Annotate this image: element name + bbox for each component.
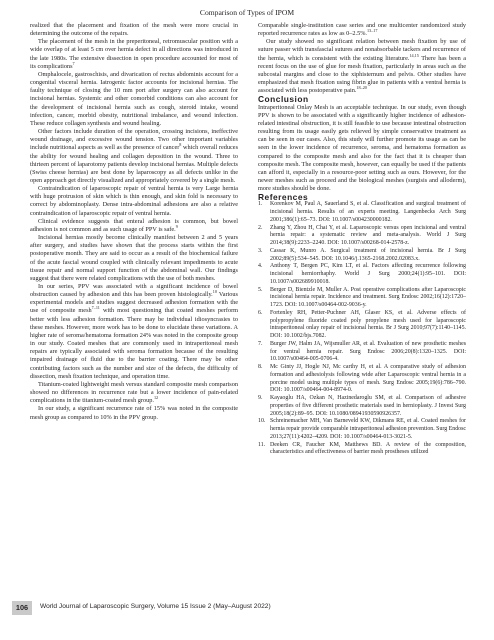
paragraph: Comparable single-institution case series and one multicenter randomized study reported recurrence rates as low as 0–2.5%.$^{13-17}$ — [258, 22, 466, 38]
citation: 7–11 — [91, 305, 100, 311]
reference-text: Mc Ginty JJ, Hogle NJ, Mc carthy H, et al. A comparative study of adhesion formation and adhesiolysis following wide after Laparoscopic ventral hernia in a porcine model using multiple types of mesh. Surg Endosc 2005;19(6):786–790. DOI: 10.1007/s00464-004-8974-0. — [270, 364, 466, 394]
citation: 9 — [175, 223, 178, 229]
reference-text: Burger JW, Halm JA, Wijsmuller AR, et al. Evaluation of new prosthetic meshes for ventral hernia repair. Surg Endosc 2006;20(8):1320–1325. DOI: 10.1007/s00464-005-0706-4. — [270, 340, 466, 363]
paragraph: In our study, a significant recurrence rate of 15% was noted in the composite mesh group as compared to 10% in the PPV group. — [30, 405, 238, 421]
reference-item — [258, 364, 466, 395]
paragraph: Titanium-coated lightweight mesh versus standard composite mesh comparison showed no differences in recurrence rate but a lower incidence of pain-related complications in the titanium-coated mesh group.$^{12}$ — [30, 380, 238, 405]
paragraph: In our series, PPV was associated with a significant incidence of bowel obstruction caused by adhesion and this has been proven histologically.$^{10}$ Various experimental models and studies suggest decreased adhesion formation with the use of composite mesh$^{7-11}$ with most questioning that coated meshes perform better with less adhesion formation. There may be individual idiosyncrasies to these meshes. However, more work has to be done to elucidate these variations. A higher rate of seroma/hematoma formation 24% was noted in the composite group in our study. Coated meshes that are commonly used in intraperitoneal mesh repairs are typically associated with seroma formation because of the resulting impaired drainage of fluid due to the barrier coating. There may be other contributing factors such as the number and size of the defects, the difficulty of dissection, mesh fixation technique, and operation time. — [30, 283, 239, 380]
citation: 12 — [153, 395, 159, 401]
reference-text: Berger D, Bientzle M, Muller A. Post operative complications after Laparoscopic incisional hernia repair. Incidence and treatment. Surg Endosc 2002;16(12):1720–1723. DOI: 10.1007/s00464-002-9036-y. — [270, 286, 466, 309]
citation: 18–20 — [356, 85, 367, 91]
reference-text: Zhang Y, Zhou H, Chai Y, et al. Laparoscopic versus open incisional and ventral hernia repair: a systematic review and meta-analysis. World J Surg 2014;38(9):2233–2240. DOI: 10.1007/s00268-014-2578-z. — [270, 224, 466, 247]
page-number: 106 — [12, 601, 32, 615]
reference-number: 8. — [258, 364, 263, 371]
citation: 7 — [72, 60, 75, 66]
reference-number: 1. — [258, 201, 263, 208]
citation: 14,15 — [409, 52, 419, 58]
conclusion-paragraph: Intraperitoneal Onlay Mesh is an acceptable technique. In our study, even though PPV is shown to be associated with a significantly higher incidence of adhesion-related intestinal obstruction, it is still feasible to use because intestinal obstruction resulting from its usage easily gets relieved by simple conservative treatment as can be seen in our cases. Also, this study will further promote its usage as can be seen in the lower incidence of recurrence, seroma, and hematoma formation as compared to the composite mesh and also for the fact that it is cheaper than composite mesh. The composite mesh, however, can equally be used if the patients can afford it, especially in a resource-poor setting such as ours. However, for the newer meshes such as proceed and the biological meshes (surgisis and alloderm), more studies should be done. — [258, 103, 466, 193]
paragraph: Clinical evidence suggests that enteral adhesion is common, but bowel adhesion is not common and as such usage of PPV is safe.$^9$ — [30, 217, 238, 233]
reference-text: Korenkov M, Paul A, Sauerland S, et al. Classification and surgical treatment of incisional hernia. Results of an experts meeting. Langenbecks Arch Surg 2001;386(1):65–73. DOI: 10.1007/s004230000182. — [270, 201, 466, 223]
reference-item — [258, 341, 466, 364]
reference-list — [258, 201, 466, 457]
left-column — [30, 22, 238, 422]
reference-item — [258, 225, 466, 248]
reference-item — [258, 442, 466, 458]
reference-text: Anthony T, Bergen PC, Kim LT, et al. Factors affecting recurrence following incisional herniorrhaphy. World J Surg 2000;24(1):95–101. DOI: 10.1007/s002689910018. — [270, 263, 466, 285]
reference-text: Kayaoglu HA, Ozkan N, Hazinedaroglu SM, et al. Comparison of adhesive properties of five different prosthetic materials used in hernioplasty. J Invest Surg 2005;18(2):89–95. DOI: 10.1080/08941930590926357. — [270, 395, 466, 417]
reference-item — [258, 418, 466, 441]
conclusion-heading: Conclusion — [258, 94, 309, 105]
reference-text: Fortenley RH, Petter-Puchner AH, Glaser KS, et al. Adverse effects of polypropylene fluoride coated poly propylene mesh used for laparoscopic intraperitoneal onlay repair of incisional hernia. Br J Surg 2010;97(7):1140–1145. DOI: 10.1002/bjs.7082. — [270, 309, 466, 340]
reference-number: 9. — [258, 395, 263, 402]
paragraph: The placement of the mesh in the preperitoneal, retromuscular position with a wide overlap of at least 5 cm over hernia defect in all directions was introduced in the late 1980s. The extensive dissection in open procedure accounted for most of its complications$^7$ — [30, 38, 238, 70]
references-heading: References — [258, 192, 309, 203]
reference-item — [258, 310, 466, 341]
reference-text: Deeken CR, Faucher KM, Matthews BD. A review of the composition, characteristics and effectiveness of barrier mesh prostheses utilized — [270, 441, 466, 456]
paragraph: realized that the placement and fixation of the mesh were more crucial in determining the outcome of the repairs. — [30, 22, 238, 38]
reference-item — [258, 395, 466, 418]
reference-item — [258, 201, 466, 224]
paragraph: Other factors include duration of the operation, crossing incisions, ineffective wound drainage, and excessive wound tension. Two other important variables include nutritional aspects as well as the presence of cancer$^8$ which overall reduces the ability for wound healing and collagen deposition in the wound. Three to thirteen percent of laparotomy patients develop incisional hernias. Multiple defects (Swiss cheese hernias) are best done by laparoscopy as all defects unlike in the open approach get directly visualized and appropriately covered by a single mesh. — [30, 128, 238, 184]
right-column — [258, 22, 466, 457]
citation: 13–17 — [366, 28, 378, 34]
reference-number: 5. — [258, 286, 263, 293]
paragraph: Incisional hernias mostly become clinically manifest between 2 and 5 years after surgery, and studies have shown that the process starts within the first postoperative month. They are said to occur as a result of the biochemical failure of the acute fascial wound coupled with clinically relevant impediments to acute tissue repair and normal support function of the abdominal wall. Our findings suggest that there were related complications with the use of both meshes. — [30, 234, 238, 282]
citation: 10 — [212, 289, 217, 295]
reference-text: Cassar K, Munro A. Surgical treatment of incisional hernia. Br J Surg 2002;89(5):534–545. DOI: 10.1046/j.1365-2168.2002.02083.x. — [270, 247, 466, 262]
reference-number: 2. — [258, 224, 263, 231]
reference-number: 6. — [258, 309, 263, 316]
reference-number: 7. — [258, 340, 263, 347]
paragraph: Omphalocele, gastroschisis, and divarication of rectus abdominis account for a congenital visceral hernia. Iatrogenic factor accounts for incisional hernias. The faulty technique of closing the 10 mm port after surgery can also account for incisional hernias. Systemic and other comorbid conditions can also account for the development of incisional hernia such as cough, steroid intake, wound infection, cancer, morbid obesity, nutritional imbalance, and wound infection. These reduce collagen synthesis and wound healing. — [30, 70, 238, 127]
reference-item — [258, 287, 466, 310]
reference-item — [258, 263, 466, 286]
running-header: Comparison of Types of IPOM — [199, 8, 295, 17]
reference-item — [258, 248, 466, 264]
citation: 8 — [179, 142, 182, 148]
reference-number: 10. — [258, 418, 266, 425]
journal-footer: World Journal of Laparoscopic Surgery, Volume 15 Issue 2 (May–August 2022) — [40, 603, 271, 610]
paragraph: Contraindication of laparoscopic repair of ventral hernia is very Large hernia with huge protrusion of skin which is thin enough, and skin fold is necessary to correct by abdominoplasty. Dense intra-abdominal adhesions are also a relative contraindication of laparoscopic repair of ventral hernia. — [30, 185, 238, 217]
paragraph: Our study showed no significant relation between mesh fixation by use of suture passer with transfascial sutures and nonabsorbable tackers and recurrence of the hernia, which is consistent with the existing literature.$^{14,15}$ There has been a recent focus on the use of glue for mesh fixation, particularly in areas such as the subcostal margins and close to the xiphisternum and pelvis. Other studies have emphasized that mesh fixation using fibrin glue in patients with a ventral hernia is associated with less postoperative pain.$^{18-20}$ — [258, 38, 466, 95]
reference-text: Schreinemacher MH, Van Barneveld KW, Dikmans RE, et al. Coated meshes for hernia repair provide comparable intraperitoneal adhesion prevention. Surg Endosc 2013;27(11):4202–4209. DOI: 10.1007/s00464-013-3021-5. — [270, 418, 467, 440]
reference-number: 4. — [258, 263, 263, 270]
reference-number: 3. — [258, 247, 263, 254]
reference-number: 11. — [258, 441, 266, 448]
